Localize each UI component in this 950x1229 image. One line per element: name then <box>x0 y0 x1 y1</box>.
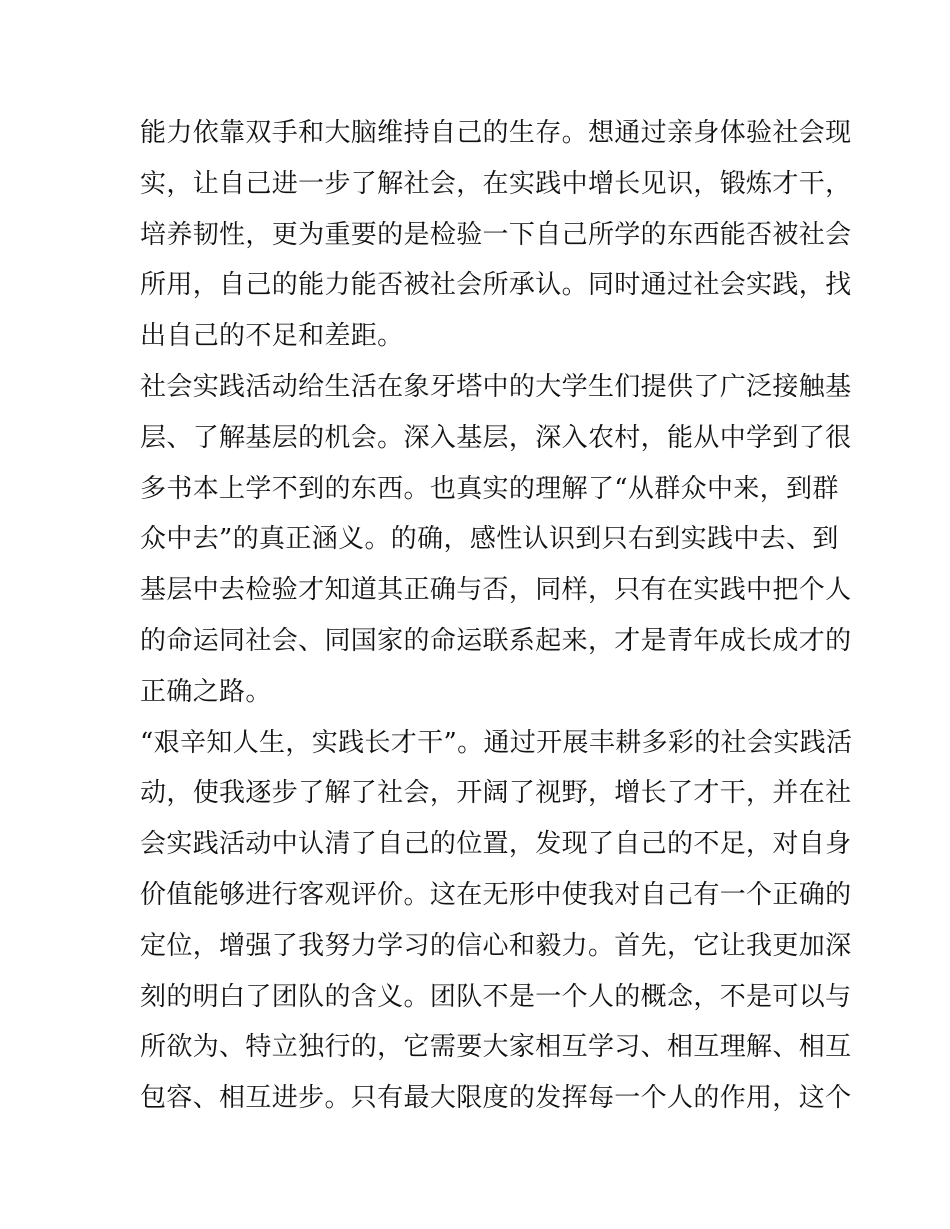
text-line: 实，让自己进一步了解社会，在实践中增长见识，锻炼才干， <box>140 168 852 199</box>
text-line: 动，使我逐步了解了社会，开阔了视野，增长了才干，并在社 <box>140 778 852 809</box>
text-line: 出自己的不足和差距。 <box>140 321 404 352</box>
text-line: 的命运同社会、同国家的命运联系起来，才是青年成长成才的 <box>140 625 852 656</box>
text-line: 所用，自己的能力能否被社会所承认。同时通过社会实践，找 <box>140 270 852 301</box>
text-line: 众中去”的真正涵义。的确，感性认识到只右到实践中去、到 <box>140 524 839 555</box>
text-line: “艰辛知人生，实践长才干”。通过开展丰耕多彩的社会实践活 <box>140 727 853 758</box>
text-line: 基层中去检验才知道其正确与否，同样，只有在实践中把个人 <box>140 575 852 606</box>
text-line: 正确之路。 <box>140 676 272 707</box>
text-line: 所欲为、特立独行的，它需要大家相互学习、相互理解、相互 <box>140 1032 852 1063</box>
text-line: 价值能够进行客观评价。这在无形中使我对自己有一个正确的 <box>140 879 852 910</box>
text-line: 定位，增强了我努力学习的信心和毅力。首先，它让我更加深 <box>140 930 852 961</box>
text-line: 社会实践活动给生活在象牙塔中的大学生们提供了广泛接触基 <box>140 371 852 402</box>
text-line: 包容、相互进步。只有最大限度的发挥每一个人的作用，这个 <box>140 1083 852 1114</box>
text-line: 多书本上学不到的东西。也真实的理解了“从群众中来，到群 <box>140 473 839 504</box>
text-line: 能力依靠双手和大脑维持自己的生存。想通过亲身体验社会现 <box>140 118 852 148</box>
text-line: 培养韧性，更为重要的是检验一下自己所学的东西能否被社会 <box>140 219 852 250</box>
text-line: 会实践活动中认清了自己的位置，发现了自己的不足，对自身 <box>140 829 852 860</box>
text-line: 层、了解基层的机会。深入基层，深入农村，能从中学到了很 <box>140 422 852 453</box>
document-body-text <box>140 108 853 1124</box>
text-line: 刻的明白了团队的含义。团队不是一个人的概念，不是可以与 <box>140 981 852 1012</box>
